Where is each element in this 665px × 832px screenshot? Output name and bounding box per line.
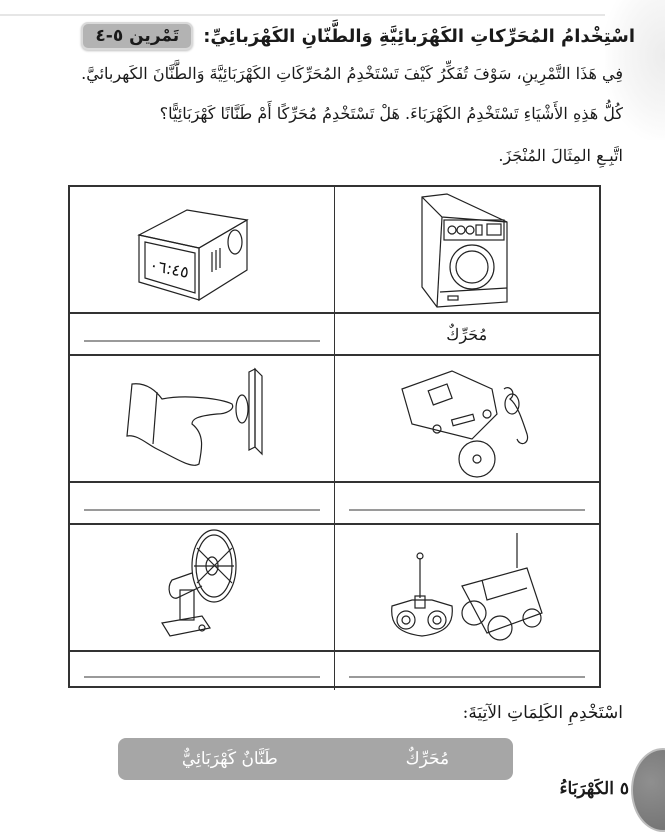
answer-blank-line[interactable] (349, 509, 586, 511)
image-cell-remote-control-car (335, 525, 600, 652)
cd-player-icon (392, 359, 542, 479)
word-bank-prompt: اسْتَخْدِمِ الكَلِمَاتِ الآتِيَةَ: (462, 703, 623, 723)
washing-machine-icon (412, 192, 522, 307)
answer-cell-washing-machine (335, 314, 600, 356)
answer-blank-line[interactable] (84, 340, 320, 342)
example-answer: مُحَرِّكٌ (446, 324, 488, 344)
word-bank-word-buzzer: طَنَّانٌ كَهْرَبَائِيٌّ (181, 749, 278, 769)
answer-cell-remote-control-car[interactable] (335, 652, 600, 690)
doorbell-finger-icon (117, 364, 287, 474)
chapter-tab-decoration (631, 748, 665, 832)
section-number: ٥ (619, 779, 629, 799)
answer-blank-line[interactable] (84, 509, 320, 511)
answer-cell-alarm-clock[interactable] (70, 314, 335, 356)
next-section-heading (560, 779, 629, 799)
instruction-line-3: اتَّبِـعِ المِثَالَ المُنْجَزَ. (498, 146, 623, 165)
word-bank-word-motor: مُحَرِّكٌ (405, 749, 450, 769)
top-divider (0, 14, 640, 16)
exercise-header (81, 22, 635, 50)
remote-control-car-icon (382, 528, 552, 648)
exercise-badge: تَمْرين ٥-٤ (81, 22, 193, 50)
svg-text:٠٦:٤٥: ٠٦:٤٥ (147, 254, 191, 282)
alarm-clock-icon (127, 200, 277, 300)
electric-fan-icon (152, 528, 252, 648)
image-cell-alarm-clock (70, 187, 335, 314)
image-cell-electric-fan (70, 525, 335, 652)
instruction-line-1: فِي هَذَا التَّمْرِينِ، سَوْفَ تُفَكِّرُ كَيْفَ تَسْتَخْدِمُ المُحَرِّكَاتِ الكَهْرَبَائِيَّةَ وَالطَّنَّانَ الكَهربائيَّ. (81, 64, 623, 83)
instruction-line-2: كُلُّ هَذِهِ الأَشْيَاءِ تَسْتَخْدِمُ الكَهْرَبَاءَ. هَلْ تَسْتَخْدِمُ مُحَرِّكًا أَمْ طَنَّانًا كَهْرَبَائِيًّا؟ (159, 104, 623, 123)
image-cell-cd-player (335, 356, 600, 483)
answer-cell-electric-fan[interactable] (70, 652, 335, 690)
answer-cell-cd-player[interactable] (335, 483, 600, 525)
answer-blank-line[interactable] (84, 676, 320, 678)
exercise-table (68, 185, 601, 688)
word-bank (118, 738, 513, 780)
answer-blank-line[interactable] (349, 676, 586, 678)
image-cell-doorbell (70, 356, 335, 483)
image-cell-washing-machine (335, 187, 600, 314)
exercise-title: اسْتِخْدامُ المُحَرِّكاتِ الكَهْرَبائِيَّةِ وَالطَّنّانِ الكَهْرَبائِيِّ: (203, 25, 635, 47)
section-title: الكَهْرَبَاءُ (559, 779, 614, 799)
answer-cell-doorbell[interactable] (70, 483, 335, 525)
